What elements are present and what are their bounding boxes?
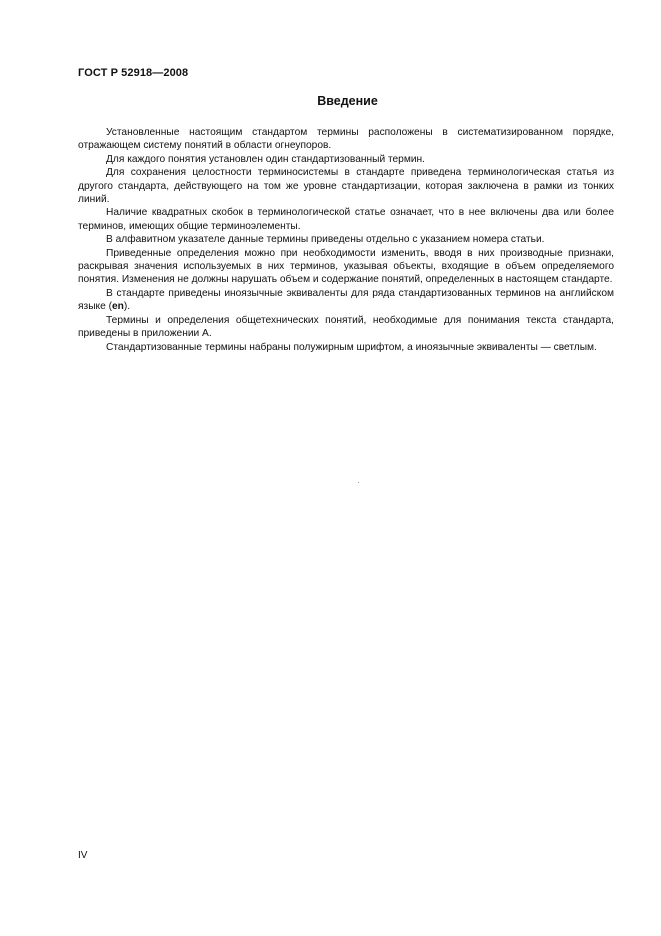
paragraph-foreign-equivalents (78, 287, 614, 314)
paragraph-4: Наличие квадратных скобок в терминологической статье означает, что в нее включены два или более терминов, имеющих общие терминоэлементы. (78, 207, 614, 232)
scan-speck (358, 482, 359, 483)
foreign-text-before: В стандарте приведены иноязычные эквиваленты для ряда стандартизованных терминов на английском языке ( (78, 287, 614, 313)
introduction-body (78, 126, 614, 354)
paragraph-7: Термины и определения общетехнических понятий, необходимые для понимания текста стандарта, приведены в приложении А. (78, 314, 614, 340)
paragraph-6: Приведенные определения можно при необходимости изменить, вводя в них производные признаки, раскрывая значения используемых в них терминов, указывая объекты, входящие в объем определяемого понятия. Изменения не должны нарушать объем и содержание понятий, определенных в настоящем стандарте. (78, 247, 614, 286)
paragraph-3: Для сохранения целостности терминосистемы в стандарте приведена терминологическая статья из другого стандарта, действующего на том же уровне стандартизации, которая заключена в рамки из тонких линий. (78, 167, 614, 206)
section-title: Введение (317, 94, 378, 108)
page-number: IV (78, 850, 88, 861)
paragraph-2: Для каждого понятия установлен один стандартизованный термин. (106, 153, 425, 165)
paragraph-8: Стандартизованные термины набраны полужирным шрифтом, а иноязычные эквиваленты — светлым. (106, 341, 597, 353)
paragraph-5: В алфавитном указателе данные термины приведены отдельно с указанием номера статьи. (106, 234, 545, 246)
language-code: en (111, 301, 124, 313)
document-header: ГОСТ Р 52918—2008 (78, 67, 189, 79)
foreign-text-after: ). (123, 301, 131, 313)
paragraph-1: Установленные настоящим стандартом термины расположены в систематизированном порядке, отражающем систему понятий в области огнеупоров. (78, 127, 614, 152)
